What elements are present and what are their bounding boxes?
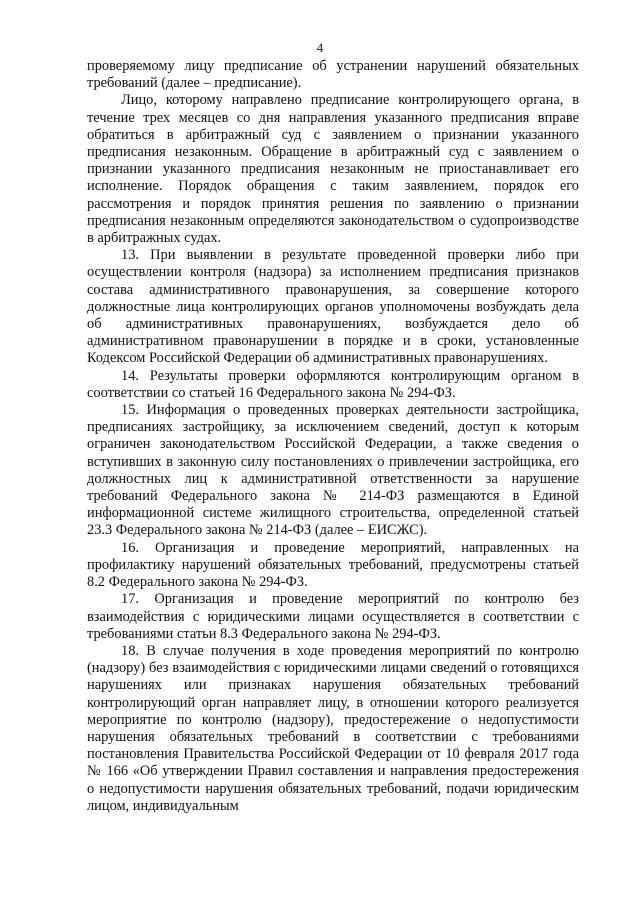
paragraph-14: 14. Результаты проверки оформляются контролирующим органом в соответствии со статьей 16 Федерального закона № 294-ФЗ. bbox=[87, 367, 579, 401]
paragraph-16: 16. Организация и проведение мероприятий, направленных на профилактику нарушений обязательных требований, предусмотрены статьей 8.2 Федерального закона № 294-ФЗ. bbox=[87, 539, 579, 591]
paragraph-17: 17. Организация и проведение мероприятий по контролю без взаимодействия с юридическими лицами осуществляется в соответствии с требованиями статьи 8.3 Федерального закона № 294-ФЗ. bbox=[87, 591, 579, 642]
paragraph-18: 18. В случае получения в ходе проведения мероприятий по контролю (надзору) без взаимодействия с юридическими лицами сведений о готовящихся нарушениях или признаках нарушения обязательных требований контролирующий орган направляет лицу, в отношении которого реализуется мероприятие по контролю (надзору), предостережение о недопустимости нарушения обязательных требований в соответствии с требованиями постановления Правительства Российской Федерации от 10 февраля 2017 года № 166 «Об утверждении Правил составления и направления предостережения о недопустимости нарушения обязательных требований, подачи юридическим лицом, индивидуальным bbox=[87, 642, 579, 814]
paragraph-15: 15. Информация о проведенных проверках деятельности застройщика, предписаниях застройщику, за исключением сведений, доступ к которым ограничен законодательством Российской Федерации, а также сведения о вступивших в законную силу постановлениях о привлечении застройщика, его должностных лиц к административной ответственности за нарушение требований Федерального закона № 214-ФЗ размещаются в Единой информационной системе жилищного строительства, определенной статьей 23.3 Федерального закона № 214-ФЗ (далее – ЕИСЖС). bbox=[87, 402, 579, 539]
paragraph-13: 13. При выявлении в результате проведенной проверки либо при осуществлении контроля (надзора) за исполнением предписания признаков состава административного правонарушения, за совершение которого должностные лица контролирующих органов уполномочены возбуждать дела об административных правонарушениях, возбуждается дело об административном правонарушении в порядке и в сроки, установленные Кодексом Российской Федерации об административных правонарушениях. bbox=[87, 247, 579, 367]
paragraph-prescription-appeal: Лицо, которому направлено предписание контролирующего органа, в течение трех месяцев со дня направления указанного предписания вправе обратиться в арбитражный суд с заявлением о признании указанного предписания незаконным. Обращение в арбитражный суд с заявлением о признании указанного предписания незаконным не приостанавливает его исполнение. Порядок обращения с таким заявлением, порядок его рассмотрения и порядок принятия решения по заявлению о признании предписания незаконным определяются законодательством о судопроизводстве в арбитражных судах. bbox=[87, 92, 579, 247]
document-body bbox=[87, 58, 579, 815]
page-number: 4 bbox=[316, 40, 324, 55]
paragraph-continuation: проверяемому лицу предписание об устранении нарушений обязательных требований (далее – предписание). bbox=[87, 58, 579, 92]
